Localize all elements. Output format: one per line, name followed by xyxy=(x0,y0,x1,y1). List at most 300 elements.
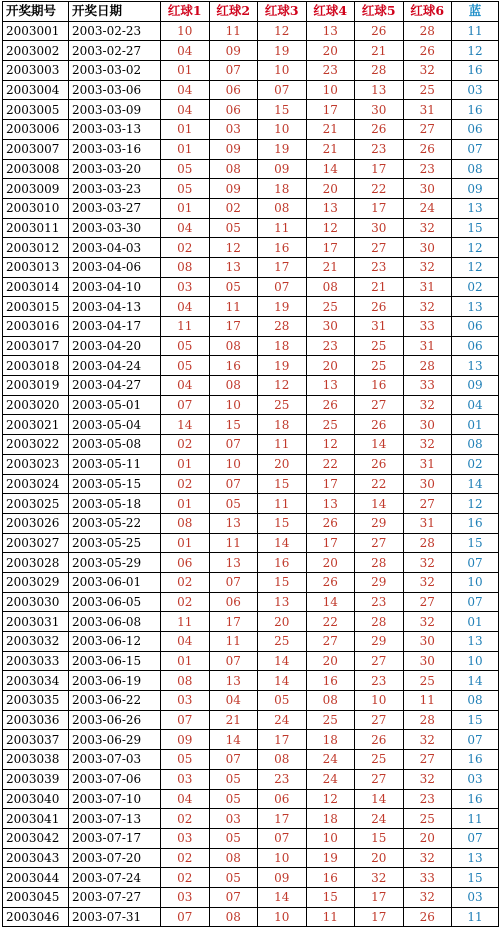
table-row xyxy=(3,336,499,356)
date-cell: 2003-03-06 xyxy=(69,80,161,100)
table-row xyxy=(3,671,499,691)
red-ball-4: 24 xyxy=(306,769,355,789)
red-ball-6: 32 xyxy=(403,553,452,573)
blue-ball: 15 xyxy=(452,533,499,553)
date-cell: 2003-07-03 xyxy=(69,750,161,770)
date-cell: 2003-04-13 xyxy=(69,297,161,317)
blue-ball: 15 xyxy=(452,710,499,730)
blue-ball: 13 xyxy=(452,356,499,376)
red-ball-6: 26 xyxy=(403,907,452,927)
issue-cell: 2003006 xyxy=(3,120,69,140)
red-ball-5: 28 xyxy=(355,553,404,573)
red-ball-3: 17 xyxy=(258,809,307,829)
blue-ball: 10 xyxy=(452,651,499,671)
table-row xyxy=(3,159,499,179)
header-red-2: 红球2 xyxy=(209,2,258,22)
blue-ball: 08 xyxy=(452,691,499,711)
blue-ball: 07 xyxy=(452,730,499,750)
date-cell: 2003-03-09 xyxy=(69,100,161,120)
red-ball-3: 07 xyxy=(258,828,307,848)
red-ball-6: 31 xyxy=(403,100,452,120)
red-ball-6: 26 xyxy=(403,41,452,61)
red-ball-4: 13 xyxy=(306,198,355,218)
table-row xyxy=(3,730,499,750)
date-cell: 2003-04-27 xyxy=(69,376,161,396)
red-ball-4: 23 xyxy=(306,336,355,356)
red-ball-6: 30 xyxy=(403,632,452,652)
date-cell: 2003-06-26 xyxy=(69,710,161,730)
issue-cell: 2003029 xyxy=(3,572,69,592)
red-ball-3: 10 xyxy=(258,61,307,81)
red-ball-3: 11 xyxy=(258,494,307,514)
red-ball-1: 02 xyxy=(161,238,210,258)
issue-cell: 2003046 xyxy=(3,907,69,927)
red-ball-2: 12 xyxy=(209,238,258,258)
red-ball-2: 09 xyxy=(209,139,258,159)
red-ball-4: 17 xyxy=(306,533,355,553)
red-ball-1: 08 xyxy=(161,513,210,533)
issue-cell: 2003012 xyxy=(3,238,69,258)
blue-ball: 03 xyxy=(452,887,499,907)
date-cell: 2003-05-01 xyxy=(69,395,161,415)
issue-cell: 2003013 xyxy=(3,257,69,277)
blue-ball: 14 xyxy=(452,671,499,691)
table-row xyxy=(3,179,499,199)
red-ball-4: 20 xyxy=(306,179,355,199)
red-ball-5: 25 xyxy=(355,356,404,376)
red-ball-3: 19 xyxy=(258,139,307,159)
red-ball-2: 06 xyxy=(209,80,258,100)
red-ball-2: 08 xyxy=(209,336,258,356)
red-ball-5: 23 xyxy=(355,671,404,691)
blue-ball: 13 xyxy=(452,198,499,218)
red-ball-1: 05 xyxy=(161,356,210,376)
red-ball-2: 08 xyxy=(209,376,258,396)
red-ball-6: 32 xyxy=(403,297,452,317)
red-ball-2: 06 xyxy=(209,592,258,612)
red-ball-2: 17 xyxy=(209,317,258,337)
red-ball-1: 02 xyxy=(161,474,210,494)
date-cell: 2003-03-20 xyxy=(69,159,161,179)
red-ball-5: 28 xyxy=(355,61,404,81)
red-ball-6: 30 xyxy=(403,179,452,199)
red-ball-1: 04 xyxy=(161,218,210,238)
lottery-results-table-container xyxy=(2,1,498,927)
red-ball-2: 02 xyxy=(209,198,258,218)
table-row xyxy=(3,257,499,277)
red-ball-2: 04 xyxy=(209,691,258,711)
date-cell: 2003-04-17 xyxy=(69,317,161,337)
date-cell: 2003-02-23 xyxy=(69,21,161,41)
red-ball-1: 02 xyxy=(161,435,210,455)
header-date: 开奖日期 xyxy=(69,2,161,22)
red-ball-2: 09 xyxy=(209,179,258,199)
red-ball-5: 29 xyxy=(355,632,404,652)
red-ball-3: 07 xyxy=(258,80,307,100)
red-ball-1: 03 xyxy=(161,887,210,907)
red-ball-3: 15 xyxy=(258,572,307,592)
issue-cell: 2003021 xyxy=(3,415,69,435)
red-ball-1: 01 xyxy=(161,454,210,474)
date-cell: 2003-04-10 xyxy=(69,277,161,297)
red-ball-6: 30 xyxy=(403,651,452,671)
red-ball-1: 05 xyxy=(161,179,210,199)
red-ball-4: 21 xyxy=(306,257,355,277)
red-ball-6: 33 xyxy=(403,317,452,337)
red-ball-2: 05 xyxy=(209,277,258,297)
red-ball-2: 16 xyxy=(209,356,258,376)
red-ball-4: 13 xyxy=(306,494,355,514)
table-row xyxy=(3,533,499,553)
red-ball-3: 19 xyxy=(258,356,307,376)
issue-cell: 2003024 xyxy=(3,474,69,494)
red-ball-1: 07 xyxy=(161,710,210,730)
red-ball-1: 03 xyxy=(161,691,210,711)
red-ball-4: 11 xyxy=(306,907,355,927)
red-ball-4: 25 xyxy=(306,297,355,317)
issue-cell: 2003044 xyxy=(3,868,69,888)
issue-cell: 2003023 xyxy=(3,454,69,474)
red-ball-4: 18 xyxy=(306,809,355,829)
red-ball-5: 26 xyxy=(355,297,404,317)
issue-cell: 2003036 xyxy=(3,710,69,730)
red-ball-1: 02 xyxy=(161,868,210,888)
red-ball-1: 04 xyxy=(161,297,210,317)
red-ball-5: 23 xyxy=(355,139,404,159)
red-ball-6: 32 xyxy=(403,769,452,789)
table-row xyxy=(3,61,499,81)
red-ball-6: 28 xyxy=(403,21,452,41)
table-row xyxy=(3,435,499,455)
red-ball-4: 23 xyxy=(306,61,355,81)
red-ball-2: 10 xyxy=(209,395,258,415)
red-ball-3: 23 xyxy=(258,769,307,789)
red-ball-1: 02 xyxy=(161,809,210,829)
red-ball-3: 20 xyxy=(258,454,307,474)
red-ball-4: 14 xyxy=(306,592,355,612)
red-ball-1: 01 xyxy=(161,139,210,159)
date-cell: 2003-07-31 xyxy=(69,907,161,927)
red-ball-3: 15 xyxy=(258,100,307,120)
red-ball-4: 18 xyxy=(306,730,355,750)
table-row xyxy=(3,317,499,337)
red-ball-1: 01 xyxy=(161,61,210,81)
red-ball-3: 25 xyxy=(258,632,307,652)
blue-ball: 10 xyxy=(452,572,499,592)
red-ball-6: 26 xyxy=(403,139,452,159)
red-ball-4: 16 xyxy=(306,868,355,888)
issue-cell: 2003005 xyxy=(3,100,69,120)
red-ball-6: 24 xyxy=(403,198,452,218)
issue-cell: 2003041 xyxy=(3,809,69,829)
red-ball-4: 12 xyxy=(306,435,355,455)
date-cell: 2003-03-02 xyxy=(69,61,161,81)
red-ball-2: 07 xyxy=(209,474,258,494)
issue-cell: 2003032 xyxy=(3,632,69,652)
table-row xyxy=(3,80,499,100)
red-ball-3: 16 xyxy=(258,238,307,258)
date-cell: 2003-05-04 xyxy=(69,415,161,435)
red-ball-5: 21 xyxy=(355,277,404,297)
blue-ball: 12 xyxy=(452,257,499,277)
red-ball-5: 26 xyxy=(355,730,404,750)
red-ball-4: 26 xyxy=(306,572,355,592)
red-ball-2: 07 xyxy=(209,572,258,592)
header-red-5: 红球5 xyxy=(355,2,404,22)
header-red-1: 红球1 xyxy=(161,2,210,22)
red-ball-6: 28 xyxy=(403,356,452,376)
red-ball-1: 01 xyxy=(161,533,210,553)
blue-ball: 02 xyxy=(452,454,499,474)
red-ball-3: 16 xyxy=(258,553,307,573)
issue-cell: 2003043 xyxy=(3,848,69,868)
red-ball-1: 10 xyxy=(161,21,210,41)
red-ball-2: 03 xyxy=(209,120,258,140)
red-ball-1: 08 xyxy=(161,671,210,691)
blue-ball: 09 xyxy=(452,179,499,199)
blue-ball: 06 xyxy=(452,120,499,140)
date-cell: 2003-04-24 xyxy=(69,356,161,376)
blue-ball: 01 xyxy=(452,415,499,435)
red-ball-5: 10 xyxy=(355,691,404,711)
red-ball-4: 26 xyxy=(306,395,355,415)
blue-ball: 12 xyxy=(452,494,499,514)
date-cell: 2003-05-22 xyxy=(69,513,161,533)
table-row xyxy=(3,809,499,829)
date-cell: 2003-04-20 xyxy=(69,336,161,356)
red-ball-2: 05 xyxy=(209,789,258,809)
table-row xyxy=(3,494,499,514)
red-ball-3: 13 xyxy=(258,592,307,612)
issue-cell: 2003014 xyxy=(3,277,69,297)
red-ball-6: 32 xyxy=(403,730,452,750)
red-ball-3: 07 xyxy=(258,277,307,297)
red-ball-6: 23 xyxy=(403,159,452,179)
red-ball-5: 14 xyxy=(355,435,404,455)
red-ball-5: 23 xyxy=(355,257,404,277)
red-ball-5: 27 xyxy=(355,395,404,415)
red-ball-1: 01 xyxy=(161,494,210,514)
issue-cell: 2003028 xyxy=(3,553,69,573)
red-ball-4: 16 xyxy=(306,671,355,691)
red-ball-4: 13 xyxy=(306,21,355,41)
red-ball-4: 27 xyxy=(306,632,355,652)
red-ball-4: 08 xyxy=(306,277,355,297)
date-cell: 2003-06-15 xyxy=(69,651,161,671)
date-cell: 2003-07-06 xyxy=(69,769,161,789)
red-ball-2: 14 xyxy=(209,730,258,750)
red-ball-4: 17 xyxy=(306,474,355,494)
date-cell: 2003-06-29 xyxy=(69,730,161,750)
red-ball-2: 13 xyxy=(209,553,258,573)
table-row xyxy=(3,297,499,317)
table-row xyxy=(3,474,499,494)
red-ball-2: 05 xyxy=(209,494,258,514)
red-ball-3: 15 xyxy=(258,474,307,494)
red-ball-5: 29 xyxy=(355,513,404,533)
issue-cell: 2003007 xyxy=(3,139,69,159)
red-ball-2: 08 xyxy=(209,907,258,927)
date-cell: 2003-07-24 xyxy=(69,868,161,888)
red-ball-4: 21 xyxy=(306,120,355,140)
table-row xyxy=(3,868,499,888)
issue-cell: 2003001 xyxy=(3,21,69,41)
red-ball-1: 11 xyxy=(161,317,210,337)
blue-ball: 07 xyxy=(452,592,499,612)
blue-ball: 07 xyxy=(452,553,499,573)
red-ball-3: 17 xyxy=(258,257,307,277)
table-row xyxy=(3,415,499,435)
table-row xyxy=(3,789,499,809)
red-ball-5: 22 xyxy=(355,179,404,199)
issue-cell: 2003045 xyxy=(3,887,69,907)
blue-ball: 12 xyxy=(452,238,499,258)
red-ball-5: 32 xyxy=(355,868,404,888)
issue-cell: 2003016 xyxy=(3,317,69,337)
red-ball-1: 04 xyxy=(161,376,210,396)
red-ball-2: 10 xyxy=(209,454,258,474)
issue-cell: 2003042 xyxy=(3,828,69,848)
issue-cell: 2003034 xyxy=(3,671,69,691)
issue-cell: 2003037 xyxy=(3,730,69,750)
red-ball-2: 08 xyxy=(209,159,258,179)
blue-ball: 16 xyxy=(452,789,499,809)
blue-ball: 04 xyxy=(452,395,499,415)
blue-ball: 16 xyxy=(452,100,499,120)
issue-cell: 2003031 xyxy=(3,612,69,632)
issue-cell: 2003040 xyxy=(3,789,69,809)
red-ball-3: 05 xyxy=(258,691,307,711)
red-ball-3: 14 xyxy=(258,887,307,907)
red-ball-2: 07 xyxy=(209,61,258,81)
blue-ball: 13 xyxy=(452,632,499,652)
date-cell: 2003-05-25 xyxy=(69,533,161,553)
red-ball-6: 30 xyxy=(403,238,452,258)
red-ball-5: 25 xyxy=(355,750,404,770)
red-ball-6: 28 xyxy=(403,533,452,553)
red-ball-6: 32 xyxy=(403,848,452,868)
issue-cell: 2003026 xyxy=(3,513,69,533)
date-cell: 2003-05-15 xyxy=(69,474,161,494)
lottery-results-table xyxy=(2,1,499,927)
red-ball-1: 09 xyxy=(161,730,210,750)
red-ball-4: 13 xyxy=(306,376,355,396)
red-ball-6: 33 xyxy=(403,868,452,888)
red-ball-5: 30 xyxy=(355,100,404,120)
date-cell: 2003-06-01 xyxy=(69,572,161,592)
red-ball-5: 29 xyxy=(355,572,404,592)
red-ball-6: 32 xyxy=(403,395,452,415)
issue-cell: 2003025 xyxy=(3,494,69,514)
red-ball-2: 05 xyxy=(209,828,258,848)
table-row xyxy=(3,198,499,218)
red-ball-1: 02 xyxy=(161,592,210,612)
red-ball-1: 02 xyxy=(161,848,210,868)
date-cell: 2003-06-05 xyxy=(69,592,161,612)
blue-ball: 16 xyxy=(452,750,499,770)
blue-ball: 06 xyxy=(452,317,499,337)
blue-ball: 02 xyxy=(452,277,499,297)
table-row xyxy=(3,376,499,396)
red-ball-3: 11 xyxy=(258,218,307,238)
blue-ball: 09 xyxy=(452,376,499,396)
blue-ball: 15 xyxy=(452,868,499,888)
red-ball-5: 13 xyxy=(355,80,404,100)
red-ball-6: 31 xyxy=(403,454,452,474)
table-row xyxy=(3,651,499,671)
red-ball-5: 17 xyxy=(355,907,404,927)
blue-ball: 12 xyxy=(452,41,499,61)
red-ball-6: 32 xyxy=(403,612,452,632)
red-ball-1: 05 xyxy=(161,336,210,356)
red-ball-4: 17 xyxy=(306,238,355,258)
table-row xyxy=(3,887,499,907)
red-ball-5: 26 xyxy=(355,120,404,140)
red-ball-4: 20 xyxy=(306,553,355,573)
red-ball-1: 04 xyxy=(161,41,210,61)
red-ball-2: 07 xyxy=(209,750,258,770)
issue-cell: 2003010 xyxy=(3,198,69,218)
header-row xyxy=(3,2,499,22)
table-row xyxy=(3,710,499,730)
table-row xyxy=(3,41,499,61)
blue-ball: 06 xyxy=(452,336,499,356)
red-ball-4: 25 xyxy=(306,710,355,730)
date-cell: 2003-07-27 xyxy=(69,887,161,907)
header-red-4: 红球4 xyxy=(306,2,355,22)
red-ball-1: 01 xyxy=(161,651,210,671)
date-cell: 2003-03-30 xyxy=(69,218,161,238)
red-ball-5: 27 xyxy=(355,533,404,553)
issue-cell: 2003033 xyxy=(3,651,69,671)
red-ball-6: 33 xyxy=(403,376,452,396)
red-ball-2: 17 xyxy=(209,612,258,632)
red-ball-4: 20 xyxy=(306,356,355,376)
red-ball-6: 32 xyxy=(403,257,452,277)
red-ball-2: 11 xyxy=(209,533,258,553)
red-ball-5: 22 xyxy=(355,474,404,494)
red-ball-1: 14 xyxy=(161,415,210,435)
table-row xyxy=(3,907,499,927)
table-row xyxy=(3,592,499,612)
red-ball-1: 05 xyxy=(161,750,210,770)
red-ball-5: 23 xyxy=(355,592,404,612)
red-ball-4: 10 xyxy=(306,828,355,848)
table-row xyxy=(3,572,499,592)
date-cell: 2003-06-12 xyxy=(69,632,161,652)
table-row xyxy=(3,769,499,789)
red-ball-1: 07 xyxy=(161,395,210,415)
table-row xyxy=(3,513,499,533)
table-row xyxy=(3,238,499,258)
issue-cell: 2003018 xyxy=(3,356,69,376)
red-ball-1: 08 xyxy=(161,257,210,277)
red-ball-5: 27 xyxy=(355,710,404,730)
date-cell: 2003-05-29 xyxy=(69,553,161,573)
red-ball-2: 21 xyxy=(209,710,258,730)
issue-cell: 2003022 xyxy=(3,435,69,455)
issue-cell: 2003011 xyxy=(3,218,69,238)
red-ball-5: 17 xyxy=(355,159,404,179)
red-ball-4: 15 xyxy=(306,887,355,907)
red-ball-5: 16 xyxy=(355,376,404,396)
red-ball-1: 07 xyxy=(161,907,210,927)
red-ball-3: 08 xyxy=(258,198,307,218)
red-ball-4: 26 xyxy=(306,513,355,533)
red-ball-5: 17 xyxy=(355,198,404,218)
red-ball-1: 04 xyxy=(161,632,210,652)
red-ball-4: 20 xyxy=(306,651,355,671)
